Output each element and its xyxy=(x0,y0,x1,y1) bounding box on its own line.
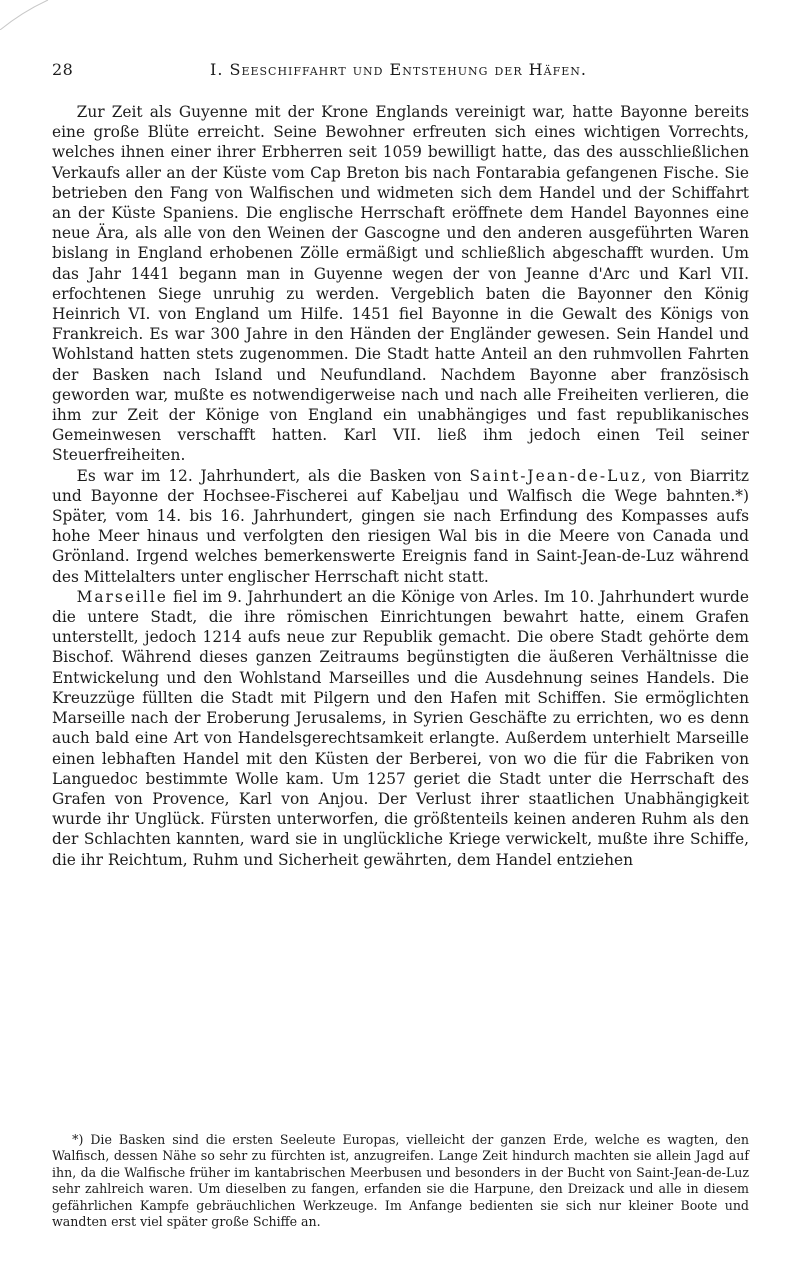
paragraph-basken-text-a: Es war im 12. Jahrhundert, als die Basken von xyxy=(76,466,470,485)
footnote-paragraph xyxy=(52,1132,749,1230)
footnote-reference: *) xyxy=(735,486,749,505)
spaced-city-name: Marseille xyxy=(76,587,168,606)
paragraph-basken xyxy=(52,466,749,587)
paragraph-marseille xyxy=(52,587,749,870)
page-number: 28 xyxy=(52,60,74,79)
paragraph-bayonne: Zur Zeit als Guyenne mit der Krone Englands vereinigt war, hatte Bayonne bereits eine große Blüte erreicht. Seine Bewohner erfreuten sich eines wichtigen Vorrechts, welches ihnen einer ihrer Erbherren seit 1059 bewilligt hatte, das des ausschließlichen Verkaufs aller an der Küste vom Cap Breton bis nach Fontarabia gefangenen Fische. Sie betrieben den Fang von Walfischen und widmeten sich dem Handel und der Schiffahrt an der Küste Spaniens. Die englische Herrschaft eröffnete dem Handel Bayonnes eine neue Ära, als alle von den Weinen der Gascogne und den anderen ausgeführten Waren bislang in England erhobenen Zölle ermäßigt und schließlich abgeschafft wurden. Um das Jahr 1441 begann man in Guyenne wegen der von Jeanne d'Arc und Karl VII. erfochtenen Siege unruhig zu werden. Vergeblich baten die Bayonner den König Heinrich VI. von England um Hilfe. 1451 fiel Bayonne in die Gewalt des Königs von Frankreich. Es war 300 Jahre in den Händen der Engländer gewesen. Sein Handel und Wohlstand hatten stets zugenommen. Die Stadt hatte Anteil an den ruhmvollen Fahrten der Basken nach Island und Neufundland. Nachdem Bayonne aber französisch geworden war, mußte es notwendigerweise nach und nach alle Freiheiten verlieren, die ihm zur Zeit der Könige von England ein unabhängiges und fast republikanisches Gemeinwesen verschafft hatten. Karl VII. ließ ihm jedoch einen Teil seiner Steuerfreiheiten. xyxy=(52,103,749,465)
main-text xyxy=(52,102,749,870)
page-corner-mark xyxy=(0,0,60,30)
footnote xyxy=(52,1132,749,1230)
spaced-place-name: Saint-Jean-de-Luz xyxy=(469,466,642,485)
footnote-text: Die Basken sind die ersten Seeleute Europas, vielleicht der ganzen Erde, welche es wagten, den Walfisch, dessen Nähe so sehr zu fürchten ist, anzugreifen. Lange Zeit hindurch machten sie allein Jagd auf ihn, da die Walfische früher im kantabrischen Meerbusen und besonders in der Bucht von Saint-Jean-de-Luz sehr zahlreich waren. Um dieselben zu fangen, erfanden sie die Harpune, den Dreizack und alle in diesem gefährlichen Kampfe gebräuchlichen Werkzeuge. Im Anfange bedienten sie sich nur kleiner Boote und wandten erst viel später große Schiffe an. xyxy=(52,1132,749,1230)
running-title: I. Seeschiffahrt und Entstehung der Häfen. xyxy=(210,60,587,79)
paragraph-basken-text-b: , von Biarritz und Bayonne der Hochsee-Fischerei auf Kabeljau und Walfisch die Wege bahnten. xyxy=(52,466,750,505)
paragraph-marseille-text: fiel im 9. Jahrhundert an die Könige von Arles. Im 10. Jahrhundert wurde die untere Stadt, die ihre römischen Einrichtungen bewahrt hatte, einem Grafen unterstellt, jedoch 1214 aufs neue zur Republik gemacht. Die obere Stadt gehörte dem Bischof. Während dieses ganzen Zeitraums begünstigten die äußeren Verhältnisse die Entwickelung und den Wohlstand Marseilles und die Ausdehnung seines Handels. Die Kreuzzüge füllten die Stadt mit Pilgern und den Hafen mit Schiffen. Sie ermöglichten Marseille nach der Eroberung Jerusalems, in Syrien Geschäfte zu errichten, wo es denn auch bald eine Art von Handelsgerechtsamkeit erlangte. Außerdem unterhielt Marseille einen lebhaften Handel mit den Küsten der Berberei, von wo die für die Fabriken von Languedoc bestimmte Wolle kam. Um 1257 geriet die Stadt unter die Herrschaft des Grafen von Provence, Karl von Anjou. Der Verlust ihrer staatlichen Unabhängigkeit wurde ihr Unglück. Fürsten unterworfen, die größtenteils keinen anderen Ruhm als den der Schlachten kannten, ward sie in unglückliche Kriege verwickelt, mußte ihre Schiffe, die ihr Reichtum, Ruhm und Sicherheit gewährten, dem Handel entziehen xyxy=(52,587,749,869)
footnote-mark: *) xyxy=(72,1132,84,1147)
paragraph-basken-text-c: Später, vom 14. bis 16. Jahrhundert, gingen sie nach Erfindung des Kompasses aufs hohe Meer hinaus und verfolgten den riesigen Wal bis in die Meere von Canada und Grönland. Irgend welches bemerkenswerte Ereignis fand in Saint-Jean-de-Luz während des Mittelalters unter englischer Herrschaft nicht statt. xyxy=(52,507,749,586)
